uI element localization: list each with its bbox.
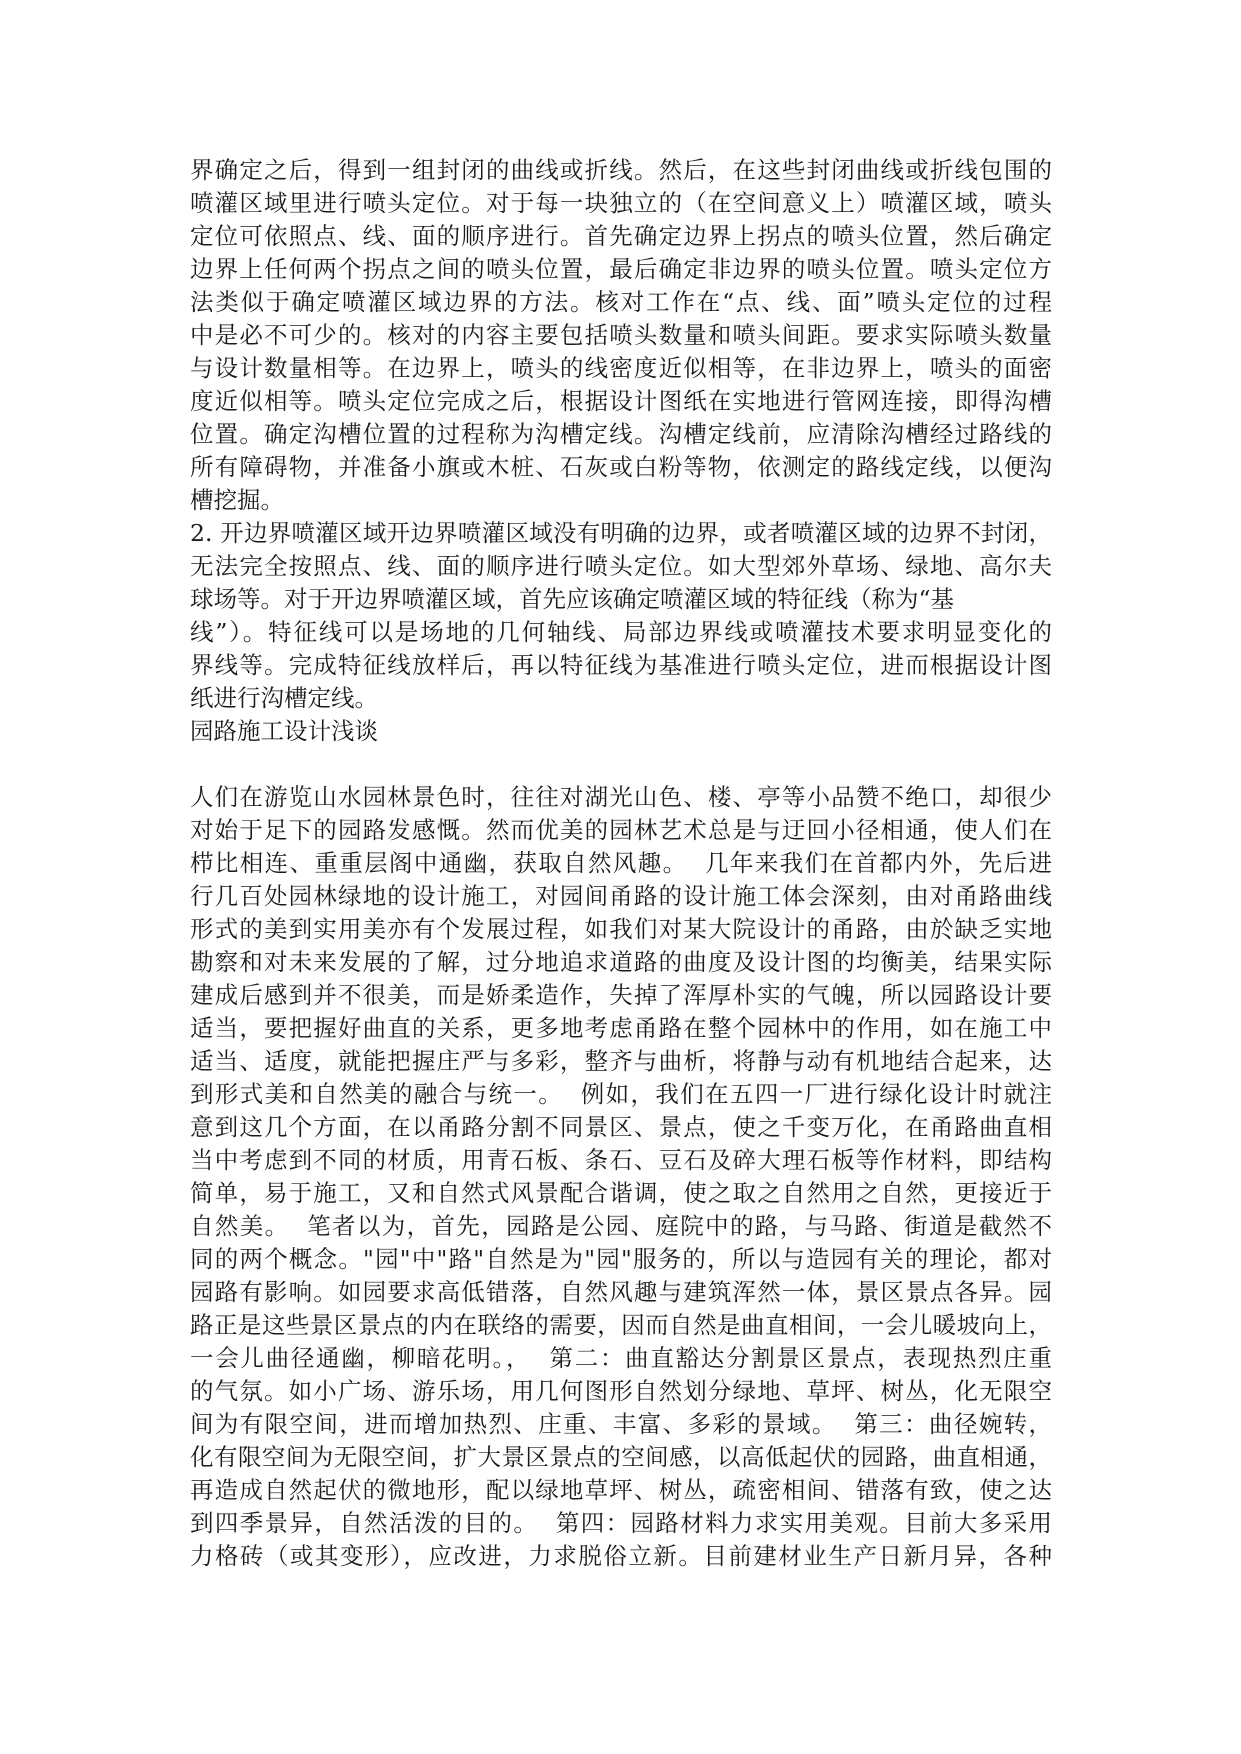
text-line: 线”）。特征线可以是场地的几何轴线、局部边界线或喷灌技术要求明显变化的 (190, 618, 1052, 646)
section-title: 园路施工设计浅谈 (190, 717, 378, 745)
text-line: 无法完全按照点、线、面的顺序进行喷头定位。如大型郊外草场、绿地、高尔夫 (190, 552, 1052, 580)
text-line: 界线等。完成特征线放样后，再以特征线为基准进行喷头定位，进而根据设计图 (190, 651, 1052, 679)
text-line: 自然美。 笔者以为，首先，园路是公园、庭院中的路，与马路、街道是截然不 (190, 1212, 1052, 1240)
text-line: 勘察和对未来发展的了解，过分地追求道路的曲度及设计图的均衡美，结果实际 (190, 948, 1052, 976)
text-line: 中是必不可少的。核对的内容主要包括喷头数量和喷头间距。要求实际喷头数量 (190, 321, 1052, 349)
text-line: 力格砖（或其变形），应改进，力求脱俗立新。目前建材业生产日新月异，各种 (190, 1542, 1052, 1570)
text-line: 园路有影响。如园要求高低错落，自然风趣与建筑浑然一体，景区景点各异。园 (190, 1278, 1052, 1306)
text-line: 间为有限空间，进而增加热烈、庄重、丰富、多彩的景域。 第三：曲径婉转， (190, 1410, 1052, 1438)
text-line: 对始于足下的园路发感慨。然而优美的园林艺术总是与迂回小径相通，使人们在 (190, 816, 1052, 844)
text-line: 纸进行沟槽定线。 (190, 684, 378, 712)
text-line: 形式的美到实用美亦有个发展过程，如我们对某大院设计的甬路，由於缺乏实地 (190, 915, 1052, 943)
text-line: 路正是这些景区景点的内在联络的需要，因而自然是曲直相间，一会儿暖坡向上， (190, 1311, 1052, 1339)
text-line: 人们在游览山水园林景色时，往往对湖光山色、楼、亭等小品赞不绝口，却很少 (190, 783, 1052, 811)
text-line: 位置。确定沟槽位置的过程称为沟槽定线。沟槽定线前，应清除沟槽经过路线的 (190, 420, 1052, 448)
text-line: 同的两个概念。"园"中"路"自然是为"园"服务的，所以与造园有关的理论，都对 (190, 1245, 1052, 1273)
text-line: 到形式美和自然美的融合与统一。 例如，我们在五四一厂进行绿化设计时就注 (190, 1080, 1052, 1108)
document-body (190, 154, 1052, 1573)
text-line: 与设计数量相等。在边界上，喷头的线密度近似相等，在非边界上，喷头的面密 (190, 354, 1052, 382)
text-line: 适当，要把握好曲直的关系，更多地考虑甬路在整个园林中的作用，如在施工中 (190, 1014, 1052, 1042)
text-line: 2. 开边界喷灌区域开边界喷灌区域没有明确的边界，或者喷灌区域的边界不封闭， (190, 519, 1052, 547)
text-line: 建成后感到并不很美，而是娇柔造作，失掉了浑厚朴实的气魄，所以园路设计要 (190, 981, 1052, 1009)
text-line: 槽挖掘。 (190, 486, 284, 514)
text-line: 行几百处园林绿地的设计施工，对园间甬路的设计施工体会深刻，由对甬路曲线 (190, 882, 1052, 910)
text-line: 度近似相等。喷头定位完成之后，根据设计图纸在实地进行管网连接，即得沟槽 (190, 387, 1052, 415)
text-line: 到四季景异，自然活泼的目的。 第四：园路材料力求实用美观。目前大多采用 (190, 1509, 1052, 1537)
text-line: 法类似于确定喷灌区域边界的方法。核对工作在“点、线、面”喷头定位的过程 (190, 288, 1052, 316)
text-line: 界确定之后，得到一组封闭的曲线或折线。然后，在这些封闭曲线或折线包围的 (190, 156, 1052, 184)
text-line: 化有限空间为无限空间，扩大景区景点的空间感，以高低起伏的园路，曲直相通， (190, 1443, 1052, 1471)
text-line: 喷灌区域里进行喷头定位。对于每一块独立的（在空间意义上）喷灌区域，喷头 (190, 189, 1052, 217)
text-line: 所有障碍物，并准备小旗或木桩、石灰或白粉等物，依测定的路线定线，以便沟 (190, 453, 1052, 481)
text-line: 简单，易于施工，又和自然式风景配合谐调，使之取之自然用之自然，更接近于 (190, 1179, 1052, 1207)
blank-line (190, 748, 1052, 781)
text-line: 再造成自然起伏的微地形，配以绿地草坪、树丛，疏密相间、错落有致，使之达 (190, 1476, 1052, 1504)
text-line: 栉比相连、重重层阁中通幽，获取自然风趣。 几年来我们在首都内外，先后进 (190, 849, 1052, 877)
text-line: 的气氛。如小广场、游乐场，用几何图形自然划分绿地、草坪、树丛，化无限空 (190, 1377, 1052, 1405)
text-line: 适当、适度，就能把握庄严与多彩，整齐与曲析，将静与动有机地结合起来，达 (190, 1047, 1052, 1075)
text-line: 一会儿曲径通幽，柳暗花明。， 第二：曲直豁达分割景区景点，表现热烈庄重 (190, 1344, 1052, 1372)
text-line: 定位可依照点、线、面的顺序进行。首先确定边界上拐点的喷头位置，然后确定 (190, 222, 1052, 250)
text-line: 边界上任何两个拐点之间的喷头位置，最后确定非边界的喷头位置。喷头定位方 (190, 255, 1052, 283)
text-line: 意到这几个方面，在以甬路分割不同景区、景点，使之千变万化，在甬路曲直相 (190, 1113, 1052, 1141)
text-line: 当中考虑到不同的材质，用青石板、条石、豆石及碎大理石板等作材料，即结构 (190, 1146, 1052, 1174)
text-line: 球场等。对于开边界喷灌区域，首先应该确定喷灌区域的特征线（称为“基 (190, 585, 955, 613)
